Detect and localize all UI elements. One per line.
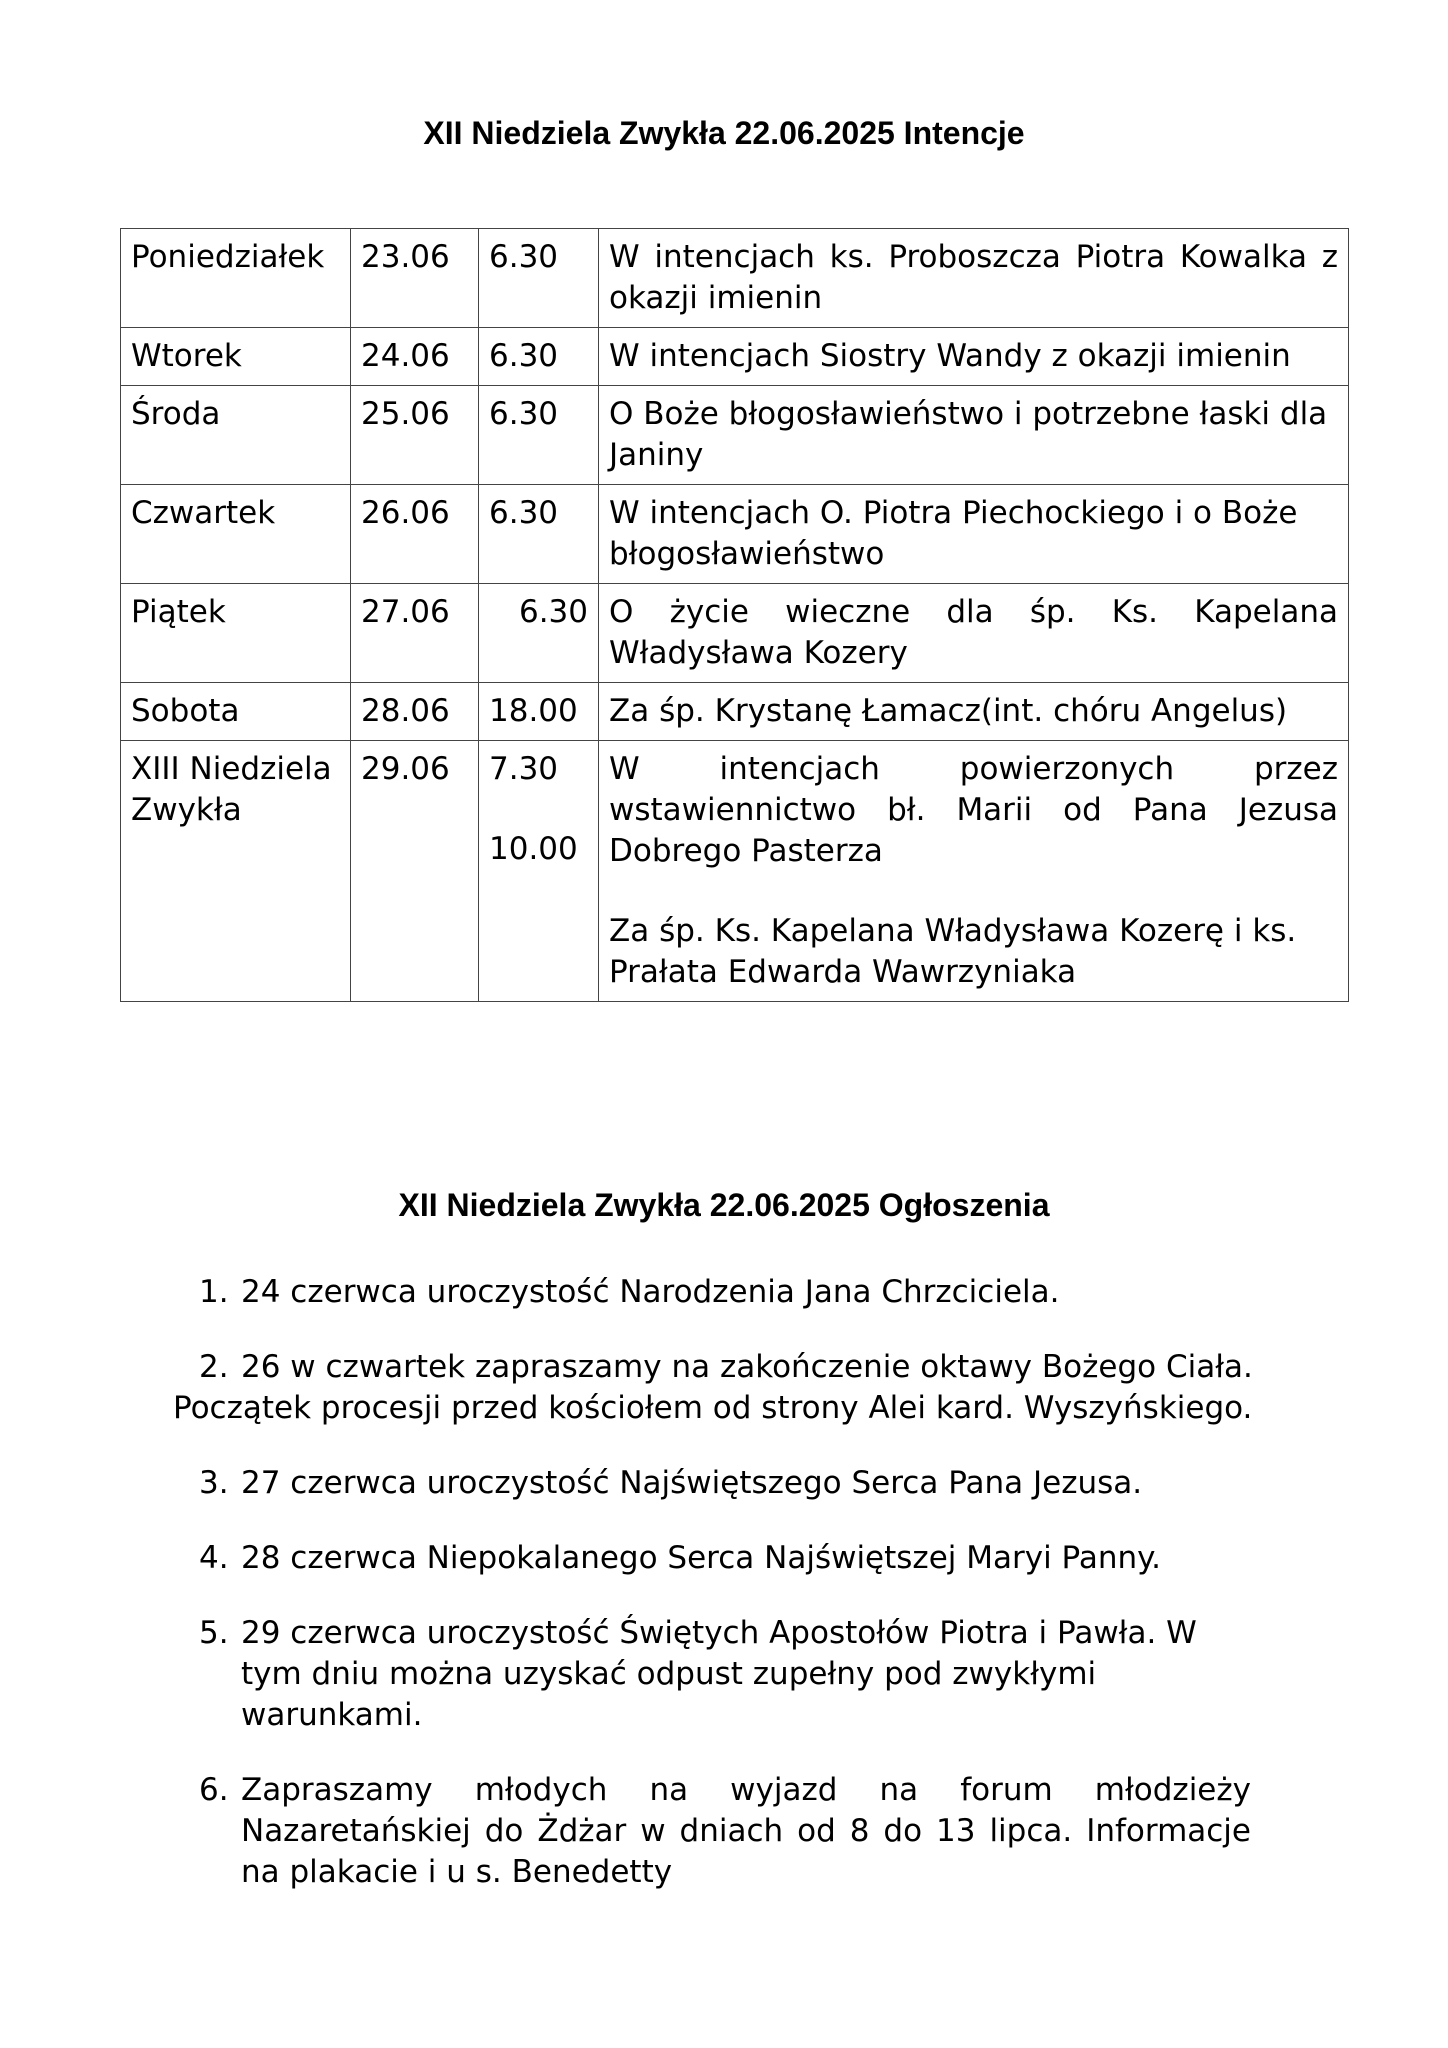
list-item [0, 1272, 1251, 1313]
intention-text-cell: W intencjach Siostry Wandy z okazji imienin [599, 328, 1349, 386]
time-cell: 6.30 [479, 386, 599, 485]
date-cell: 25.06 [351, 386, 479, 485]
notices-list [0, 1272, 1448, 1927]
item-number: 1. [199, 1274, 229, 1310]
time-cell: 18.00 [479, 683, 599, 741]
day-cell: Piątek [121, 584, 351, 683]
day-cell: Poniedziałek [121, 229, 351, 328]
day-cell: Sobota [121, 683, 351, 741]
table-row [121, 485, 1349, 584]
intention-text-cell: Za śp. Krystanę Łamacz(int. chóru Angelus) [599, 683, 1349, 741]
day-cell: Środa [121, 386, 351, 485]
list-item [0, 1538, 1251, 1579]
date-cell: 27.06 [351, 584, 479, 683]
day-cell: Wtorek [121, 328, 351, 386]
item-number: 2. [199, 1349, 229, 1385]
item-text-continued: Początek procesji przed kościołem od strony Alei kard. Wyszyńskiego. [173, 1390, 1253, 1426]
day-cell: Czwartek [121, 485, 351, 584]
date-cell: 26.06 [351, 485, 479, 584]
notices-heading: XII Niedziela Zwykła 22.06.2025 Ogłoszenia [398, 1187, 1050, 1223]
item-number: 6. [199, 1772, 229, 1808]
intention-text-cell: O życie wieczne dla śp. Ks. Kapelana Władysława Kozery [599, 584, 1349, 683]
time-cell: 6.30 [479, 584, 599, 683]
date-cell: 24.06 [351, 328, 479, 386]
time-cell [479, 741, 599, 1002]
table-row [121, 741, 1349, 1002]
time-cell: 6.30 [479, 328, 599, 386]
date-cell: 28.06 [351, 683, 479, 741]
intention-text-cell: W intencjach ks. Proboszcza Piotra Kowalka z okazji imienin [599, 229, 1349, 328]
item-text: 24 czerwca uroczystość Narodzenia Jana Chrzciciela. [241, 1274, 1060, 1310]
list-item [0, 1770, 1251, 1893]
item-text: 27 czerwca uroczystość Najświętszego Serca Pana Jezusa. [241, 1465, 1143, 1501]
item-number: 3. [199, 1465, 229, 1501]
intentions-heading: XII Niedziela Zwykła 22.06.2025 Intencje [423, 115, 1025, 151]
list-item [0, 1613, 1251, 1736]
day-cell: XIII Niedziela Zwykła [121, 741, 351, 1002]
item-text: 28 czerwca Niepokalanego Serca Najświętszej Maryi Panny. [241, 1540, 1161, 1576]
intention-text-second: Za śp. Ks. Kapelana Władysława Kozerę i ks. Prałata Edwarda Wawrzyniaka [609, 913, 1297, 990]
date-cell: 29.06 [351, 741, 479, 1002]
table-row [121, 386, 1349, 485]
item-number: 4. [199, 1540, 229, 1576]
table-row [121, 584, 1349, 683]
date-cell: 23.06 [351, 229, 479, 328]
table-row [121, 328, 1349, 386]
intention-text-cell [599, 741, 1349, 1002]
item-text: 26 w czwartek zapraszamy na zakończenie oktawy Bożego Ciała. [241, 1349, 1253, 1385]
list-item [0, 1347, 1303, 1429]
item-number: 5. [199, 1615, 229, 1651]
time-cell: 6.30 [479, 229, 599, 328]
mass-time-second: 10.00 [489, 831, 578, 867]
intention-text: W intencjach powierzonych przez wstawiennictwo bł. Marii od Pana Jezusa Dobrego Pasterza [609, 751, 1338, 869]
time-cell: 6.30 [479, 485, 599, 584]
intentions-table [120, 228, 1349, 1002]
table-row [121, 229, 1349, 328]
intention-text-cell: W intencjach O. Piotra Piechockiego i o Boże błogosławieństwo [599, 485, 1349, 584]
mass-time: 7.30 [489, 751, 559, 787]
item-text: 29 czerwca uroczystość Świętych Apostołów Piotra i Pawła. W tym dniu można uzyskać odpust zupełny pod zwykłymi warunkami. [241, 1615, 1197, 1733]
item-text: Zapraszamy młodych na wyjazd na forum młodzieży Nazaretańskiej do Żdżar w dniach od 8 do 13 lipca. Informacje na plakacie i u s. Benedetty [241, 1772, 1251, 1890]
list-item [0, 1463, 1251, 1504]
intention-text-cell: O Boże błogosławieństwo i potrzebne łaski dla Janiny [599, 386, 1349, 485]
table-row [121, 683, 1349, 741]
